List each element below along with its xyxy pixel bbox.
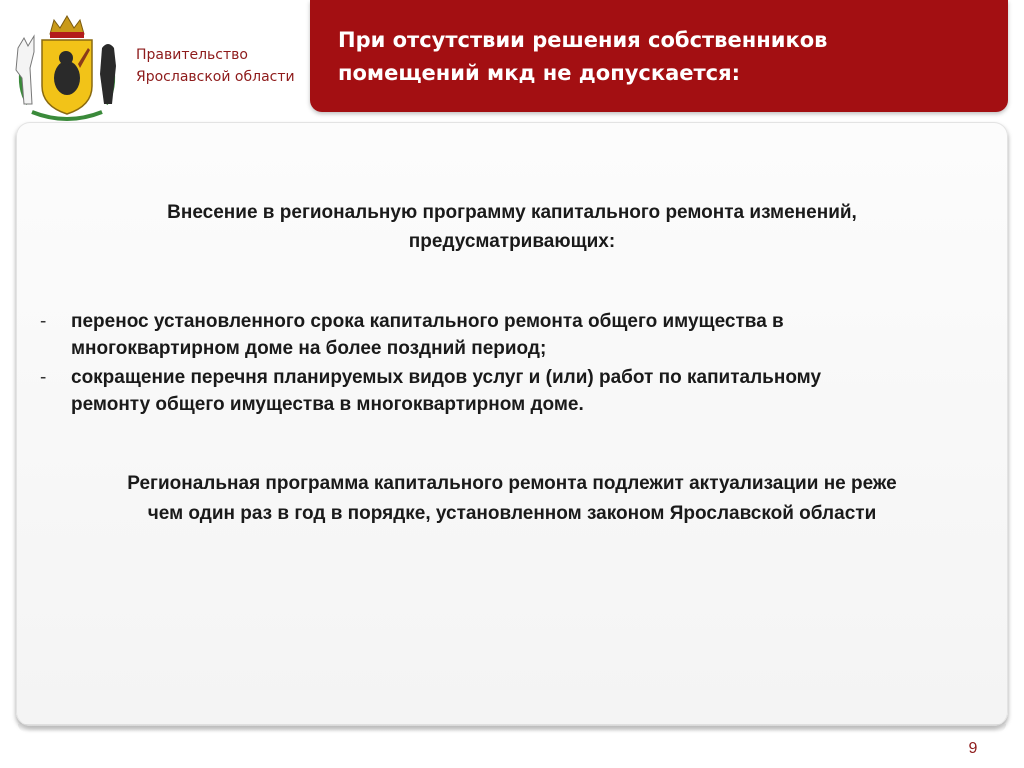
intro-line: Внесение в региональную программу капитального ремонта изменений, [167,202,857,223]
list-item-line: сокращение перечня планируемых видов услуг и (или) работ по капитальному [71,367,822,388]
closing-text [40,469,984,529]
list-item [40,308,990,362]
card-shadow [18,724,1006,732]
closing-line: чем один раз в год в порядке, установленном законом Ярославской области [147,503,877,524]
intro-text [40,198,984,256]
slide-title-line: При отсутствии решения собственников [338,28,828,52]
requirements-list [40,308,990,420]
organization-name [136,44,306,88]
page-number: 9 [968,740,978,757]
list-bullet: - [40,367,47,388]
closing-line: Региональная программа капитального ремонта подлежит актуализации не реже [127,473,897,494]
list-item-line: многоквартирном доме на более поздний период; [71,338,547,359]
organization-name-line: Правительство [136,47,248,63]
list-item [40,364,990,418]
slide-title-line: помещений мкд не допускается: [338,61,741,85]
intro-line: предусматривающих: [408,231,616,252]
organization-name-line: Ярославской области [136,69,295,85]
list-bullet: - [40,311,47,332]
yaroslavl-coat-of-arms-icon [8,8,126,126]
header-banner [310,0,1008,112]
list-item-line: ремонту общего имущества в многоквартирном доме. [71,394,584,415]
slide-title [338,24,988,90]
list-item-line: перенос установленного срока капитального ремонта общего имущества в [71,311,784,332]
